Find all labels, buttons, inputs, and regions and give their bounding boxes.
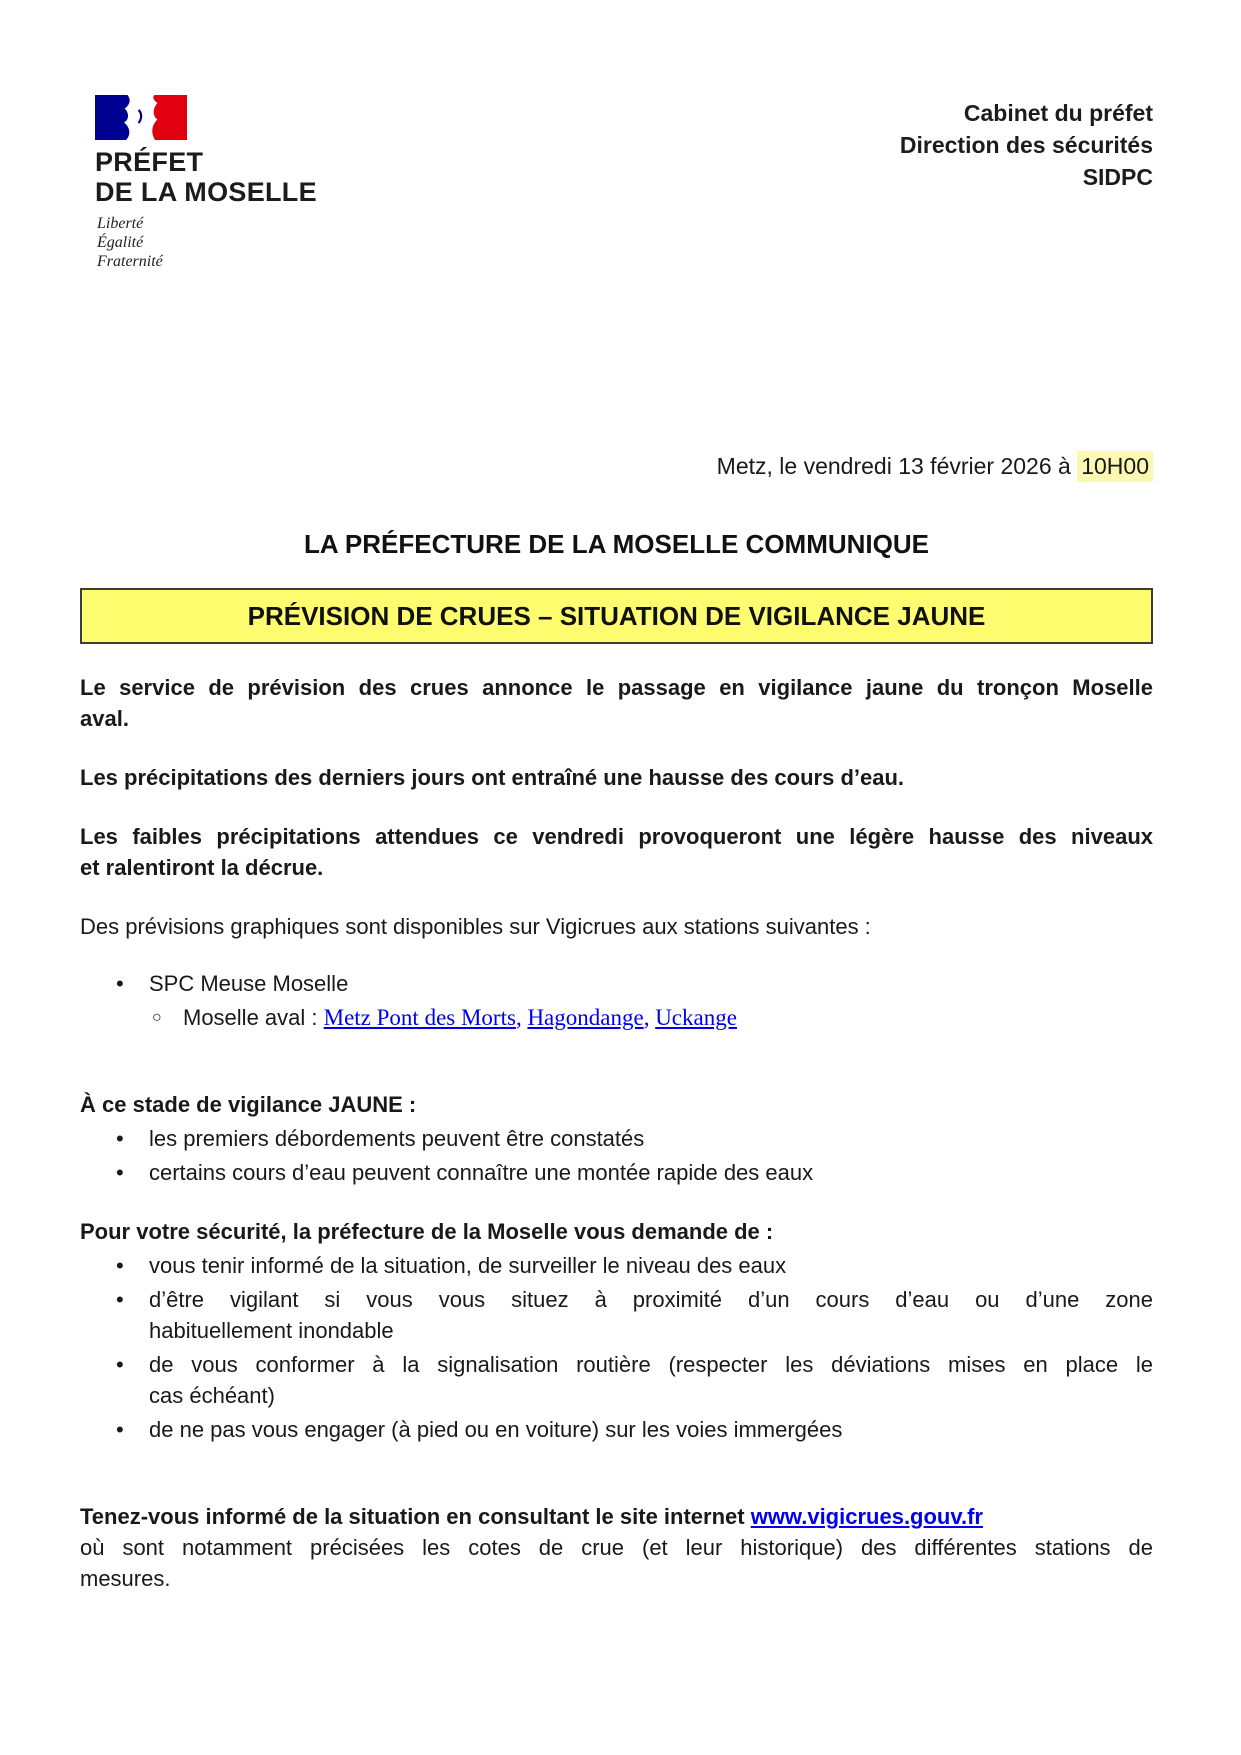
security-item-vigilant-line2: habituellement inondable bbox=[149, 1318, 394, 1343]
circle-bullet-icon: ○ bbox=[152, 1009, 162, 1026]
list-item bbox=[80, 1414, 1153, 1445]
paragraph-announcement bbox=[80, 672, 1153, 734]
motto-fraternite: Fraternité bbox=[97, 253, 163, 270]
link-metz-pont-des-morts[interactable]: Metz Pont des Morts bbox=[323, 1005, 516, 1030]
bullet-icon: • bbox=[116, 971, 124, 996]
section-vigilance-stage bbox=[80, 1089, 1153, 1188]
list-item bbox=[80, 1250, 1153, 1281]
motto-liberte: Liberté bbox=[97, 215, 144, 232]
paragraph-forecast-line1: Les faibles précipitations attendues ce vendredi provoqueront une légère hausse des niveaux bbox=[80, 824, 1153, 849]
vigilance-banner: PRÉVISION DE CRUES – SITUATION DE VIGILANCE JAUNE bbox=[80, 588, 1153, 644]
station-links-line bbox=[183, 1002, 1153, 1033]
paragraph-forecast-line2: et ralentiront la décrue. bbox=[80, 855, 324, 880]
french-flag-icon bbox=[95, 95, 187, 140]
security-item-voies-immergees: de ne pas vous engager (à pied ou en voiture) sur les voies immergées bbox=[149, 1417, 843, 1442]
bullet-icon: • bbox=[116, 1417, 124, 1442]
link-hagondange[interactable]: Hagondange bbox=[527, 1005, 644, 1030]
security-item-signalisation-line1: de vous conformer à la signalisation routière (respecter les déviations mises en place le bbox=[149, 1352, 1153, 1377]
station-links-label: Moselle aval : bbox=[183, 1005, 324, 1030]
bullet-icon: • bbox=[116, 1253, 124, 1278]
bullet-icon: • bbox=[116, 1287, 124, 1312]
paragraph-precipitations: Les précipitations des derniers jours ont entraîné une hausse des cours d’eau. bbox=[80, 765, 905, 790]
list-item-spc bbox=[80, 968, 1153, 999]
dateline bbox=[80, 451, 1153, 482]
security-item-signalisation-line2: cas échéant) bbox=[149, 1383, 275, 1408]
bullet-icon: • bbox=[116, 1160, 124, 1185]
list-item bbox=[80, 1349, 1153, 1411]
footer-bold-text: Tenez-vous informé de la situation en consultant le site internet bbox=[80, 1504, 751, 1529]
dateline-text: Metz, le vendredi 13 février 2026 à bbox=[716, 453, 1078, 479]
service-line-direction: Direction des sécurités bbox=[899, 132, 1153, 158]
logo-region-line1: PRÉFET bbox=[95, 147, 204, 177]
service-line-sidpc: SIDPC bbox=[1082, 164, 1153, 190]
paragraph-announcement-line1: Le service de prévision des crues annonce le passage en vigilance jaune du tronçon Moselle bbox=[80, 675, 1153, 700]
service-line-cabinet: Cabinet du préfet bbox=[963, 100, 1153, 126]
bullet-icon: • bbox=[116, 1352, 124, 1377]
security-item-informe: vous tenir informé de la situation, de surveiller le niveau des eaux bbox=[149, 1253, 787, 1278]
list-item bbox=[80, 1284, 1153, 1346]
footer-paragraph bbox=[80, 1501, 1153, 1594]
security-item-signalisation bbox=[149, 1349, 1153, 1411]
issuing-service-block bbox=[900, 95, 1153, 193]
letterhead bbox=[80, 95, 1153, 271]
paragraph-announcement-line2: aval. bbox=[80, 706, 129, 731]
stage-item-montee-rapide: certains cours d’eau peuvent connaître une montée rapide des eaux bbox=[149, 1160, 814, 1185]
bullet-icon: • bbox=[116, 1126, 124, 1151]
link-separator: , bbox=[643, 1005, 656, 1030]
logo-motto bbox=[95, 214, 317, 271]
paragraph-vigicrues-stations: Des prévisions graphiques sont disponibles sur Vigicrues aux stations suivantes : bbox=[80, 914, 871, 939]
footer-line2: où sont notamment précisées les cotes de crue (et leur historique) des différentes stations de bbox=[80, 1535, 1153, 1560]
logo-region-name bbox=[95, 147, 317, 207]
link-separator: , bbox=[515, 1005, 528, 1030]
link-uckange[interactable]: Uckange bbox=[655, 1005, 737, 1030]
security-item-vigilant-line1: d’être vigilant si vous vous situez à proximité d’un cours d’eau ou d’une zone bbox=[149, 1287, 1153, 1312]
logo-region-line2: DE LA MOSELLE bbox=[95, 177, 317, 207]
list-item-spc-label: SPC Meuse Moselle bbox=[149, 971, 349, 996]
footer-line3: mesures. bbox=[80, 1566, 171, 1591]
motto-egalite: Égalité bbox=[97, 234, 144, 251]
vigilance-stage-heading: À ce stade de vigilance JAUNE : bbox=[80, 1092, 417, 1117]
list-item bbox=[80, 1123, 1153, 1154]
stage-item-debordements: les premiers débordements peuvent être constatés bbox=[149, 1126, 645, 1151]
list-item-moselle-aval bbox=[80, 1002, 1153, 1033]
section-security bbox=[80, 1216, 1153, 1445]
paragraph-forecast bbox=[80, 821, 1153, 883]
link-vigicrues[interactable]: www.vigicrues.gouv.fr bbox=[750, 1504, 983, 1529]
prefecture-logo bbox=[80, 95, 317, 271]
list-item bbox=[80, 1157, 1153, 1188]
security-item-vigilant bbox=[149, 1284, 1153, 1346]
security-heading: Pour votre sécurité, la préfecture de la Moselle vous demande de : bbox=[80, 1219, 774, 1244]
page-title: LA PRÉFECTURE DE LA MOSELLE COMMUNIQUE bbox=[304, 529, 929, 559]
time-highlight: 10H00 bbox=[1077, 451, 1153, 482]
